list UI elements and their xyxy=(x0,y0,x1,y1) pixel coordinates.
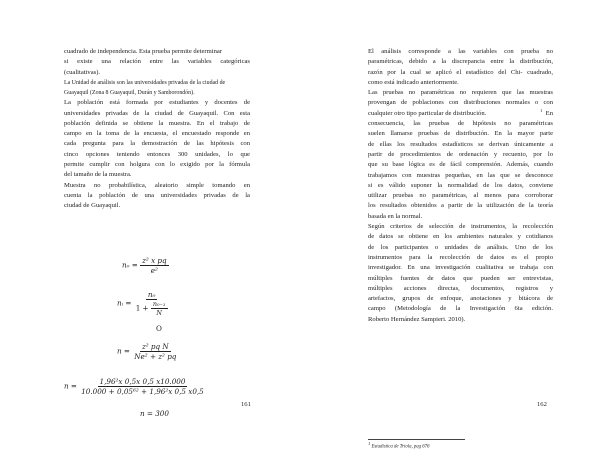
text-line: utilizar pruebas no paramétricas, al menos para corroborar xyxy=(368,192,553,200)
denominator: Ne² + z² pq xyxy=(134,352,177,361)
text-line: cinco opciones teniendo entonces 300 unidades, lo que xyxy=(64,150,250,158)
text-line: del tamaño de la muestra. xyxy=(64,171,132,179)
formula-result: n = 300 xyxy=(140,409,169,418)
text-line: razón por la cual se aplicó el estadístico del Chi- cuadrado, xyxy=(368,68,553,76)
text-line: Roberto Hernández Sampieri. 2010). xyxy=(368,315,466,323)
text-line: que su base lógica es de fácil comprensión. Además, cuando xyxy=(368,161,553,169)
page-number: 162 xyxy=(537,401,547,408)
numerator: z² pq N xyxy=(141,342,169,351)
text-line: instrumentos para la recolección de datos es el propio xyxy=(368,253,553,261)
text-line: Según criterios de selección de instrumentos, la recolección xyxy=(368,223,553,231)
text-line: cada pregunta para la demostración de las hipótesis con xyxy=(64,140,250,148)
text-line: como está indicado anteriormente. xyxy=(368,78,459,86)
denominator: 10.000 + 0,05⁶² + 1,96²x 0,5 x0,5 xyxy=(81,387,204,396)
text-line: de los participantes o unidades de análisis. Uno de los xyxy=(368,243,553,251)
text-line: El análisis corresponde a las variables con prueba no xyxy=(368,48,553,55)
text-line: si existe una relación entre las variables categóricas xyxy=(64,58,250,66)
text-line: Muestra no probabilística, aleatorio simple tomando en xyxy=(64,181,250,189)
text-line: campo en la toma de la encuesta, el encuestado responde en xyxy=(64,130,250,138)
text-line: cuenta la población de una universidades privadas de la xyxy=(64,191,250,199)
text-line: población definida se obtiene la muestra. En el trabajo de xyxy=(64,119,250,127)
text-line: consecuencia, las pruebas de hipótesis no paramétricas xyxy=(368,120,553,128)
text-line: (cualitativas). xyxy=(64,68,101,76)
text-line: permite cumplir con holgura con lo exigido por la fórmula xyxy=(64,161,250,169)
text-line: paramétricas, debido a la discrepancia entre la distribución, xyxy=(368,58,553,66)
formula-or: O xyxy=(156,324,162,333)
text-line: de ellas los resultados estadísticos se derivan únicamente a xyxy=(368,140,553,148)
text-line: investigador. En una investigación cualitativa se trabaja con xyxy=(368,264,553,272)
numerator: n₀ xyxy=(147,290,156,299)
right-text-column xyxy=(368,47,553,325)
formula-lhs: n = xyxy=(64,381,77,391)
text-line: universidades privadas de la ciudad de Guayaquil. Con esta xyxy=(64,109,250,117)
text-line: partir de procedimientos de ordenación y recuento, por lo xyxy=(368,150,553,158)
numerator: 1,96²x 0,5x 0,5 x10.000 xyxy=(99,377,186,386)
footnote-marker: 1 xyxy=(540,107,543,113)
footnote-text: Estadística de Triola, pag 676 xyxy=(371,444,430,450)
text-line: Las pruebas no paramétricas no requieren que las muestras xyxy=(368,89,553,97)
text-line: La población está formada por estudiantes y docentes de xyxy=(64,99,250,107)
footnote-number: 1 xyxy=(368,441,371,446)
page-number: 161 xyxy=(241,401,251,408)
formula-lhs: n₀ = xyxy=(122,260,138,270)
text-line: si es válido suponer la normalidad de los datos, conviene xyxy=(368,181,553,189)
inner-denominator: N xyxy=(156,309,162,317)
text-line: de datos se obtiene en los ambientes naturales y cotidianos xyxy=(368,233,553,241)
text-line: múltiples acciones directas, documentos, registros y xyxy=(368,284,553,292)
text-fragment xyxy=(540,109,553,119)
text-line: Guayaquil (Zona 8 Guayaquil, Durán y Samborondón). xyxy=(64,90,195,97)
text-line: los resultados obtenidos a partir de la utilización de la teoría xyxy=(368,202,553,210)
text-line: trabajamos con muestras pequeñas, en las que se desconoce xyxy=(368,171,553,179)
text-line: provengan de poblaciones con distribuciones normales o con xyxy=(368,99,553,107)
denominator-prefix: 1 + xyxy=(135,303,149,313)
text-fragment: cualquier otro tipo particular de distribución. xyxy=(368,109,487,117)
footnote xyxy=(368,441,430,450)
text-line xyxy=(368,109,553,119)
inner-numerator: n₀₋₁ xyxy=(152,300,166,308)
text-line: ciudad de Guayaquil. xyxy=(64,202,121,210)
numerator: z² x pq xyxy=(142,256,167,265)
formula-lhs: nᵢ = xyxy=(117,298,132,308)
text-line: artefactos, grupos de enfoque, anotaciones y bitácora de xyxy=(368,295,553,303)
footnote-divider xyxy=(368,439,465,440)
text-line: basada en la normal. xyxy=(368,212,423,220)
text-line: cuadrado de independencia. Esta prueba permite determinar xyxy=(64,48,222,55)
text-line: suelen llamarse pruebas de distribución. En la mayor parte xyxy=(368,130,553,138)
formula-lhs: n = xyxy=(117,346,130,356)
denominator: e² xyxy=(150,266,158,275)
text-fragment: En xyxy=(545,109,553,117)
text-line: campo (Metodología de la Investigación 6ta edición. xyxy=(368,305,553,313)
text-line: La Unidad de análisis son las universidades privadas de la ciudad de xyxy=(64,79,226,86)
text-line: múltiples fuentes de datos que pueden ser entrevistas, xyxy=(368,274,553,282)
